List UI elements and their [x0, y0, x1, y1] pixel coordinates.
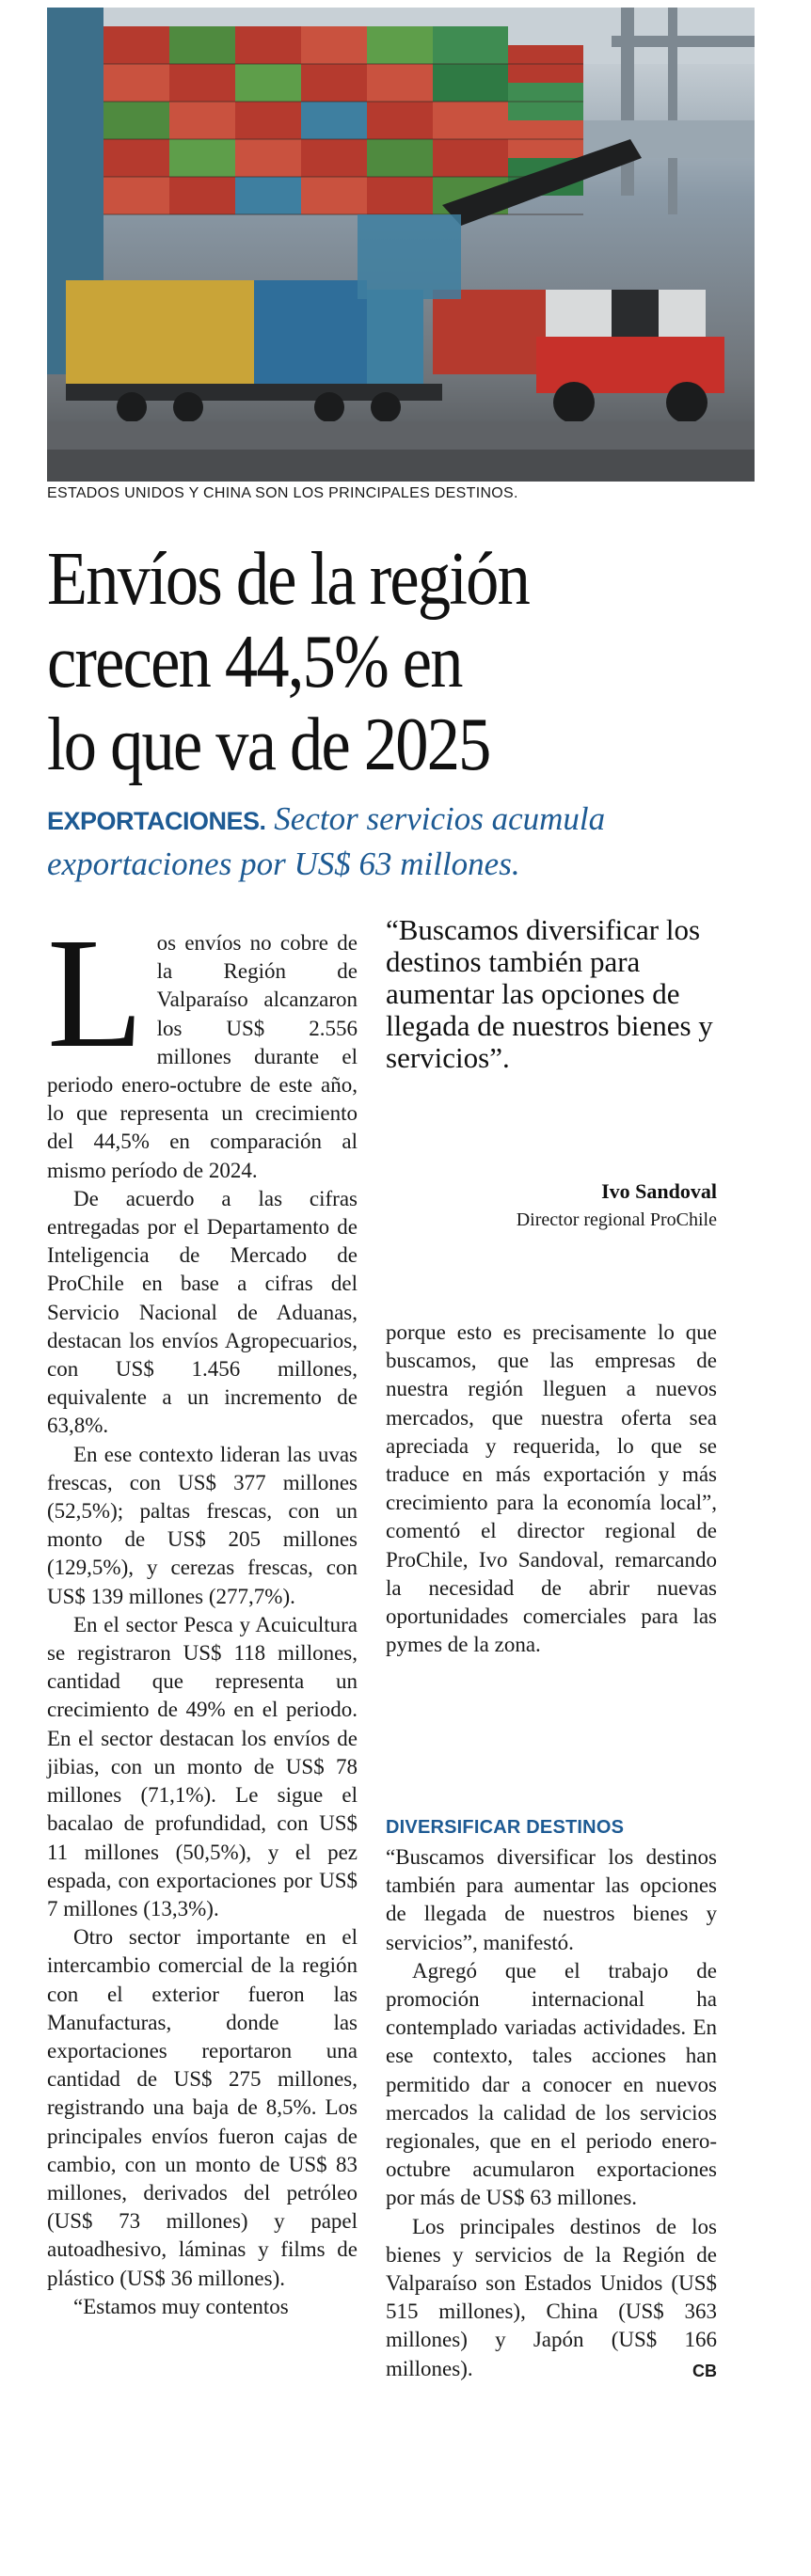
body-paragraph: De acuerdo a las cifras entregadas por el Departamento de Inteligencia de Mercado de ProChile en base a cifras del Servicio Nacional de Aduanas, destacan los envíos Agropecuarios, con US$ 1.456 millones, equivalente a un incremento de 63,8%. — [47, 1186, 358, 1438]
body-paragraph: “Buscamos diversificar los destinos también para aumentar las opciones de llegada de nuestros bienes y servicios”, manifestó. — [386, 1845, 717, 1954]
headline-line-2: crecen 44,5% en — [47, 621, 462, 703]
headline-line-1: Envíos de la región — [47, 538, 530, 621]
lede-text: Sector servicios acumula exportaciones por US$ 63 millones. — [47, 800, 606, 882]
body-paragraph: En ese contexto lideran las uvas frescas, con US$ 377 millones (52,5%); paltas frescas, con un monto de US$ 205 millones (129,5%), y cerezas frescas, con US$ 139 millones (277,7%). — [47, 1442, 358, 1608]
lede-kicker: EXPORTACIONES. — [47, 807, 266, 835]
article-body-right — [386, 1319, 717, 1659]
container-port-icon — [47, 8, 755, 482]
article-section-body — [386, 1843, 717, 2385]
paragraph-text: Los principales destinos de los bienes y servicios de la Región de Valparaíso son Estados Unidos (US$ 515 millones), China (US$ 363 millones) y Japón (US$ 166 millones). — [386, 2214, 717, 2380]
headline-line-3: lo que va de 2025 — [47, 703, 490, 786]
headline — [47, 538, 762, 786]
paragraph-text: os envíos no cobre de la Región de Valparaíso alcanzaron los US$ 2.556 millones durante el periodo enero-octubre de este año, lo que representa un crecimiento del 44,5% en comparación al mismo período de 2024. — [47, 931, 358, 1182]
end-mark: CB — [692, 2361, 717, 2380]
pull-quote-role: Director regional ProChile — [516, 1209, 717, 1230]
section-subhead: DIVERSIFICAR DESTINOS — [386, 1817, 625, 1838]
body-paragraph: “Estamos muy contentos — [73, 2294, 289, 2318]
body-paragraph: Agregó que el trabajo de promoción internacional ha contemplado variadas actividades. En ese contexto, tales acciones han permitido dar a conocer en nuevos mercados la calidad de los servicios regionales, que en el periodo enero-octubre acumularon exportaciones por más de US$ 63 millones. — [386, 1958, 717, 2210]
drop-cap: L — [47, 906, 144, 1081]
lede — [47, 798, 781, 886]
container-port-photo — [47, 8, 755, 482]
body-paragraph: En el sector Pesca y Acuicultura se registraron US$ 118 millones, cantidad que representa un crecimiento de 49% en el periodo. En el sector destacan los envíos de jibias, con un monto de US$ 78 millones (71,1%). Le sigue el bacalao de profundidad, con US$ 11 millones (50,5%), y el pez espada, con exportaciones por US$ 7 millones (13,3%). — [47, 1612, 358, 1920]
body-paragraph — [386, 2213, 717, 2383]
body-paragraph: porque esto es precisamente lo que buscamos, que las empresas de nuestra región lleguen a nuevos mercados, que nuestra oferta sea apreciada y requerida, lo que se traduce en más exportación y más crecimiento para la economía local”, comentó el director regional de ProChile, Ivo Sandoval, remarcando la necesidad de abrir nuevas oportunidades comerciales para las pymes de la zona. — [386, 1320, 717, 1657]
article-body-left — [47, 906, 358, 2321]
body-paragraph — [47, 906, 358, 1185]
photo-caption: ESTADOS UNIDOS Y CHINA SON LOS PRINCIPALES DESTINOS. — [47, 485, 518, 501]
pull-quote-author: Ivo Sandoval — [601, 1179, 717, 1203]
body-paragraph: Otro sector importante en el intercambio comercial de la región con el exterior fueron las Manufacturas, donde las exportaciones reportaron una cantidad de US$ 275 millones, registrando una baja de 8,5%. Los principales envíos fueron cajas de cambio, con un monto de US$ 83 millones, derivados del petróleo (US$ 73 millones) y papel autoadhesivo, láminas y films de plástico (US$ 36 millones). — [47, 1925, 358, 2290]
pull-quote: “Buscamos diversificar los destinos también para aumentar las opciones de llegada de nuestros bienes y servicios”. — [386, 913, 713, 1074]
